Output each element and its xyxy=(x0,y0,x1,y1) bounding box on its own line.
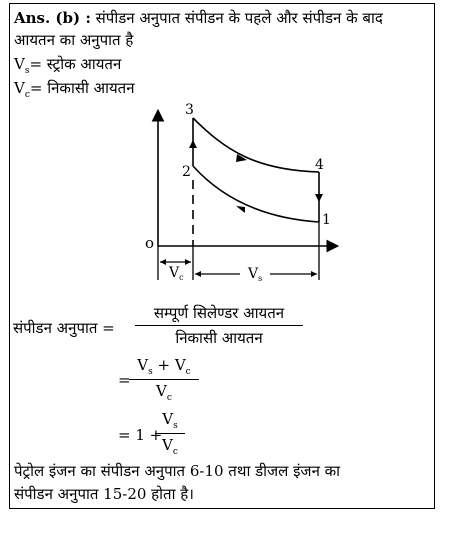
compression-ratio-lhs: संपीडन अनुपात = xyxy=(13,319,115,337)
vs-subscript: s xyxy=(24,66,30,76)
compression-curve xyxy=(193,166,319,222)
equation-3-prefix: = 1 + xyxy=(118,426,163,444)
vc-symbol: V xyxy=(14,79,25,97)
vs-symbol: V xyxy=(14,55,25,73)
vs-arrow-left xyxy=(195,271,201,277)
fraction-3-denominator: $V_c$ xyxy=(162,436,178,457)
fraction-1-denominator: निकासी आयतन xyxy=(175,329,263,347)
addition-arrow xyxy=(189,140,197,148)
vs-definition-text: = स्ट्रोक आयतन xyxy=(29,55,122,73)
vc-definition-text: = निकासी आयतन xyxy=(29,79,135,97)
origin-label: o xyxy=(145,234,155,252)
fraction-2-numerator: $V_s + V_c$ xyxy=(129,356,199,380)
conclusion-line-2: संपीडन अनुपात 15-20 होता है। xyxy=(14,485,194,503)
fraction-2-denominator: $V_c$ xyxy=(156,382,172,403)
vs-arrow-right xyxy=(311,271,317,277)
vc-label: $V_c$ xyxy=(169,265,184,282)
answer-text-1: संपीडन अनुपात संपीडन के पहले और संपीडन के बाद xyxy=(95,9,383,27)
vs-label: $V_s$ xyxy=(248,266,263,283)
vc-subscript: c xyxy=(24,90,30,100)
point-2-label: 2 xyxy=(182,164,191,180)
fraction-1 xyxy=(135,303,303,348)
expansion-curve xyxy=(193,118,319,172)
answer-label: Ans. (b) : xyxy=(14,9,91,27)
point-3-label: 3 xyxy=(185,102,194,118)
equation-2-prefix: = xyxy=(118,371,131,389)
answer-line-2: आयतन का अनुपात है xyxy=(14,31,134,49)
compression-arrow xyxy=(236,206,245,213)
vc-arrow-right xyxy=(185,259,191,265)
point-4-label: 4 xyxy=(315,157,324,173)
fraction-1-numerator: सम्पूर्ण सिलेण्डर आयतन xyxy=(135,303,303,326)
point-1-label: 1 xyxy=(322,212,331,228)
conclusion-line-1: पेट्रोल इंजन का संपीडन अनुपात 6-10 तथा डीजल इंजन का xyxy=(14,462,341,480)
fraction-3-numerator: $V_s$ xyxy=(155,410,185,434)
fraction-3 xyxy=(155,410,185,457)
rejection-arrow xyxy=(315,194,323,202)
fraction-2 xyxy=(129,356,199,403)
vc-arrow-left xyxy=(160,259,166,265)
